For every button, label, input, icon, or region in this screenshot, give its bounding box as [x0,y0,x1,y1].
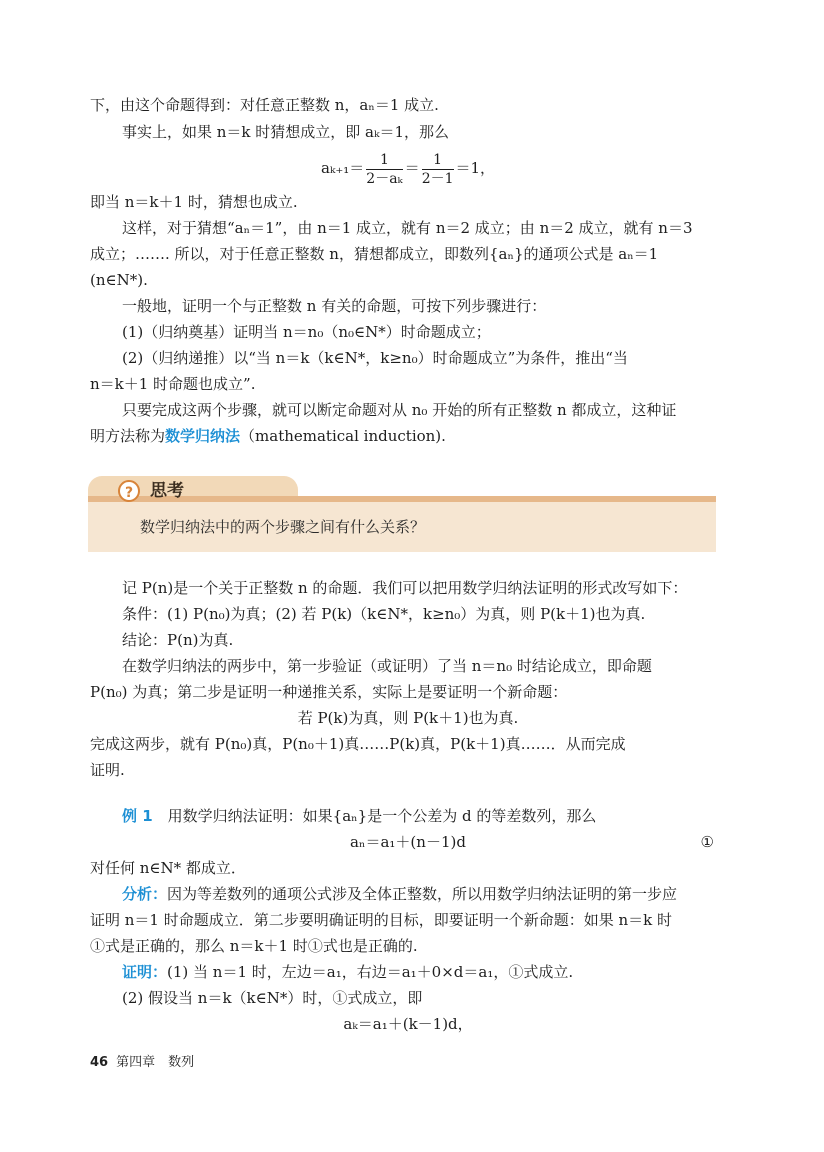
think-question: 数学归纳法中的两个步骤之间有什么关系？ [140,518,426,536]
text-line: (n∈N*). [90,271,148,289]
eq-rhs: ＝1， [455,159,496,177]
text-line: P(n₀) 为真；第二步是证明一种递推关系，实际上是要证明一个新命题： [90,683,568,701]
text-line: 这样，对于猜想“aₙ＝1”，由 n＝1 成立，就有 n＝2 成立；由 n＝2 成立，就有 n＝3 [122,219,693,237]
think-title: 思考 [150,481,184,501]
text-line [90,426,726,446]
text-line: ①式是正确的，那么 n＝k＋1 时①式也是正确的. [90,937,418,955]
equation-recurrence [90,148,726,188]
text-span: 明方法称为 [90,427,166,445]
analysis-text: 因为等差数列的通项公式涉及全体正整数，所以用数学归纳法证明的第一步应 [167,885,678,903]
text-line: 记 P(n)是一个关于正整数 n 的命题．我们可以把用数学归纳法证明的形式改写如下： [122,579,688,597]
equation-marker: ① [700,833,714,851]
text-line: 即当 n＝k＋1 时，猜想也成立. [90,193,298,211]
text-line: (1)（归纳奠基）证明当 n＝n₀（n₀∈N*）时命题成立； [122,323,491,341]
text-line: 下，由这个命题得到：对任意正整数 n，aₙ＝1 成立. [90,96,439,114]
text-line: 证明 n＝1 时命题成立．第二步要明确证明的目标，即要证明一个新命题：如果 n＝k 时 [90,911,673,929]
key-term: 数学归纳法 [165,427,241,445]
proof-label: 证明： [122,963,168,981]
fraction [366,151,402,188]
eq-lhs: aₖ₊₁＝ [320,159,365,177]
text-line: 一般地，证明一个与正整数 n 有关的命题，可按下列步骤进行： [122,297,547,315]
text-line: (2)（归纳递推）以“当 n＝k（k∈N*，k≥n₀）时命题成立”为条件，推出“当 [122,349,628,367]
text-line: 证明. [90,761,125,779]
text-line: n＝k＋1 时命题也成立”. [90,375,256,393]
denominator: 2－aₖ [366,170,403,187]
analysis-label: 分析： [122,885,168,903]
proof-text: (1) 当 n＝1 时，左边＝a₁，右边＝a₁＋0×d＝a₁，①式成立. [167,963,574,981]
text-line: 事实上，如果 n＝k 时猜想成立，即 aₖ＝1，那么 [122,123,450,141]
page-footer [90,1054,194,1072]
chapter-title: 第四章 数列 [116,1055,195,1070]
numerator: 1 [366,151,402,170]
text-line: 在数学归纳法的两步中，第一步验证（或证明）了当 n＝n₀ 时结论成立，即命题 [122,657,652,675]
text-line: 完成这两步，就有 P(n₀)真，P(n₀＋1)真……P(k)真，P(k＋1)真……．从而完成 [90,735,626,753]
eq-mid: ＝ [404,159,420,177]
text-line: 只要完成这两个步骤，就可以断定命题对从 n₀ 开始的所有正整数 n 都成立，这种证 [122,401,677,419]
example-heading [122,806,726,826]
text-line-centered: 若 P(k)为真，则 P(k＋1)也为真. [297,709,519,727]
example-equation: aₙ＝a₁＋(n－1)d [350,833,466,851]
proof-line [122,962,726,982]
text-line: 对任何 n∈N* 都成立． [90,859,246,877]
fraction [422,151,454,188]
proof-equation: aₖ＝a₁＋(k－1)d， [343,1015,473,1033]
example-label: 例 1 [122,807,153,825]
text-line: 成立；……. 所以，对于任意正整数 n，猜想都成立，即数列{aₙ}的通项公式是 aₙ＝1 [90,245,659,263]
page-number: 46 [90,1055,109,1070]
numerator: 1 [422,151,454,170]
text-line: 条件：(1) P(n₀)为真；(2) 若 P(k)（k∈N*，k≥n₀）为真，则 P(k＋1)也为真. [122,605,646,623]
analysis-line [122,884,726,904]
text-line: 结论：P(n)为真. [122,631,234,649]
text-span: （mathematical induction). [240,427,446,445]
text-line: (2) 假设当 n＝k（k∈N*）时，①式成立，即 [122,989,423,1007]
question-icon: ? [118,480,140,502]
denominator: 2－1 [421,170,454,187]
example-text: 用数学归纳法证明：如果{aₙ}是一个公差为 d 的等差数列，那么 [152,807,597,825]
